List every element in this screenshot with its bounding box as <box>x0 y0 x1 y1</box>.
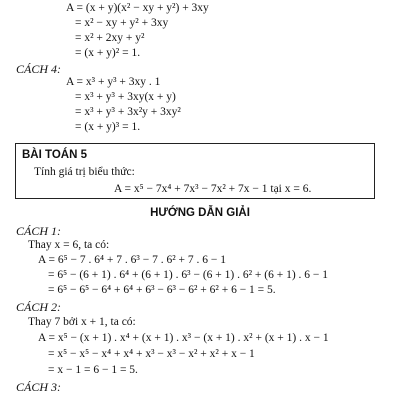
top-line-1: A = (x + y)(x² − xy + y²) + 3xy <box>66 2 209 14</box>
cach2-intro: Thay 7 bởi x + 1, ta có: <box>28 316 136 328</box>
cach2-heading: CÁCH 2: <box>16 300 61 314</box>
problem-formula: A = x⁵ − 7x⁴ + 7x³ − 7x² + 7x − 1 tại x = 6. <box>114 183 312 195</box>
cach4-line-1: A = x³ + y³ + 3xy . 1 <box>66 76 161 88</box>
problem-task: Tính giá trị biểu thức: <box>34 166 135 178</box>
guide-heading: HƯỚNG DẪN GIẢI <box>150 207 250 219</box>
problem-title: BÀI TOÁN 5 <box>22 149 87 161</box>
cach2-line-1: A = x⁵ − (x + 1) . x⁴ + (x + 1) . x³ − (x + 1) . x² + (x + 1) . x − 1 <box>38 332 329 344</box>
cach1-line-2: = 6⁵ − (6 + 1) . 6⁴ + (6 + 1) . 6³ − (6 + 1) . 6² + (6 + 1) . 6 − 1 <box>48 269 329 281</box>
cach4-line-2: = x³ + y³ + 3xy(x + y) <box>75 91 176 103</box>
cach3-heading: CÁCH 3: <box>16 380 61 394</box>
cach1-intro: Thay x = 6, ta có: <box>28 239 110 251</box>
top-line-3: = x² + 2xy + y² <box>75 32 145 44</box>
problem-box <box>15 143 375 199</box>
top-line-2: = x² − xy + y² + 3xy <box>75 17 169 29</box>
cach4-heading: CÁCH 4: <box>16 62 61 76</box>
cach4-line-4: = (x + y)³ = 1. <box>75 121 141 133</box>
cach1-line-1: A = 6⁵ − 7 . 6⁴ + 7 . 6³ − 7 . 6² + 7 . 6 − 1 <box>38 254 226 266</box>
cach2-line-3: = x − 1 = 6 − 1 = 5. <box>48 364 138 376</box>
cach1-heading: CÁCH 1: <box>16 224 61 238</box>
cach2-line-2: = x⁵ − x⁵ − x⁴ + x⁴ + x³ − x³ − x² + x² + x − 1 <box>48 348 255 360</box>
cach4-line-3: = x³ + y³ + 3x²y + 3xy² <box>75 106 181 118</box>
cach1-line-3: = 6⁵ − 6⁵ − 6⁴ + 6⁴ + 6³ − 6³ − 6² + 6² + 6 − 1 = 5. <box>48 284 276 296</box>
top-line-4: = (x + y)² = 1. <box>75 47 141 59</box>
